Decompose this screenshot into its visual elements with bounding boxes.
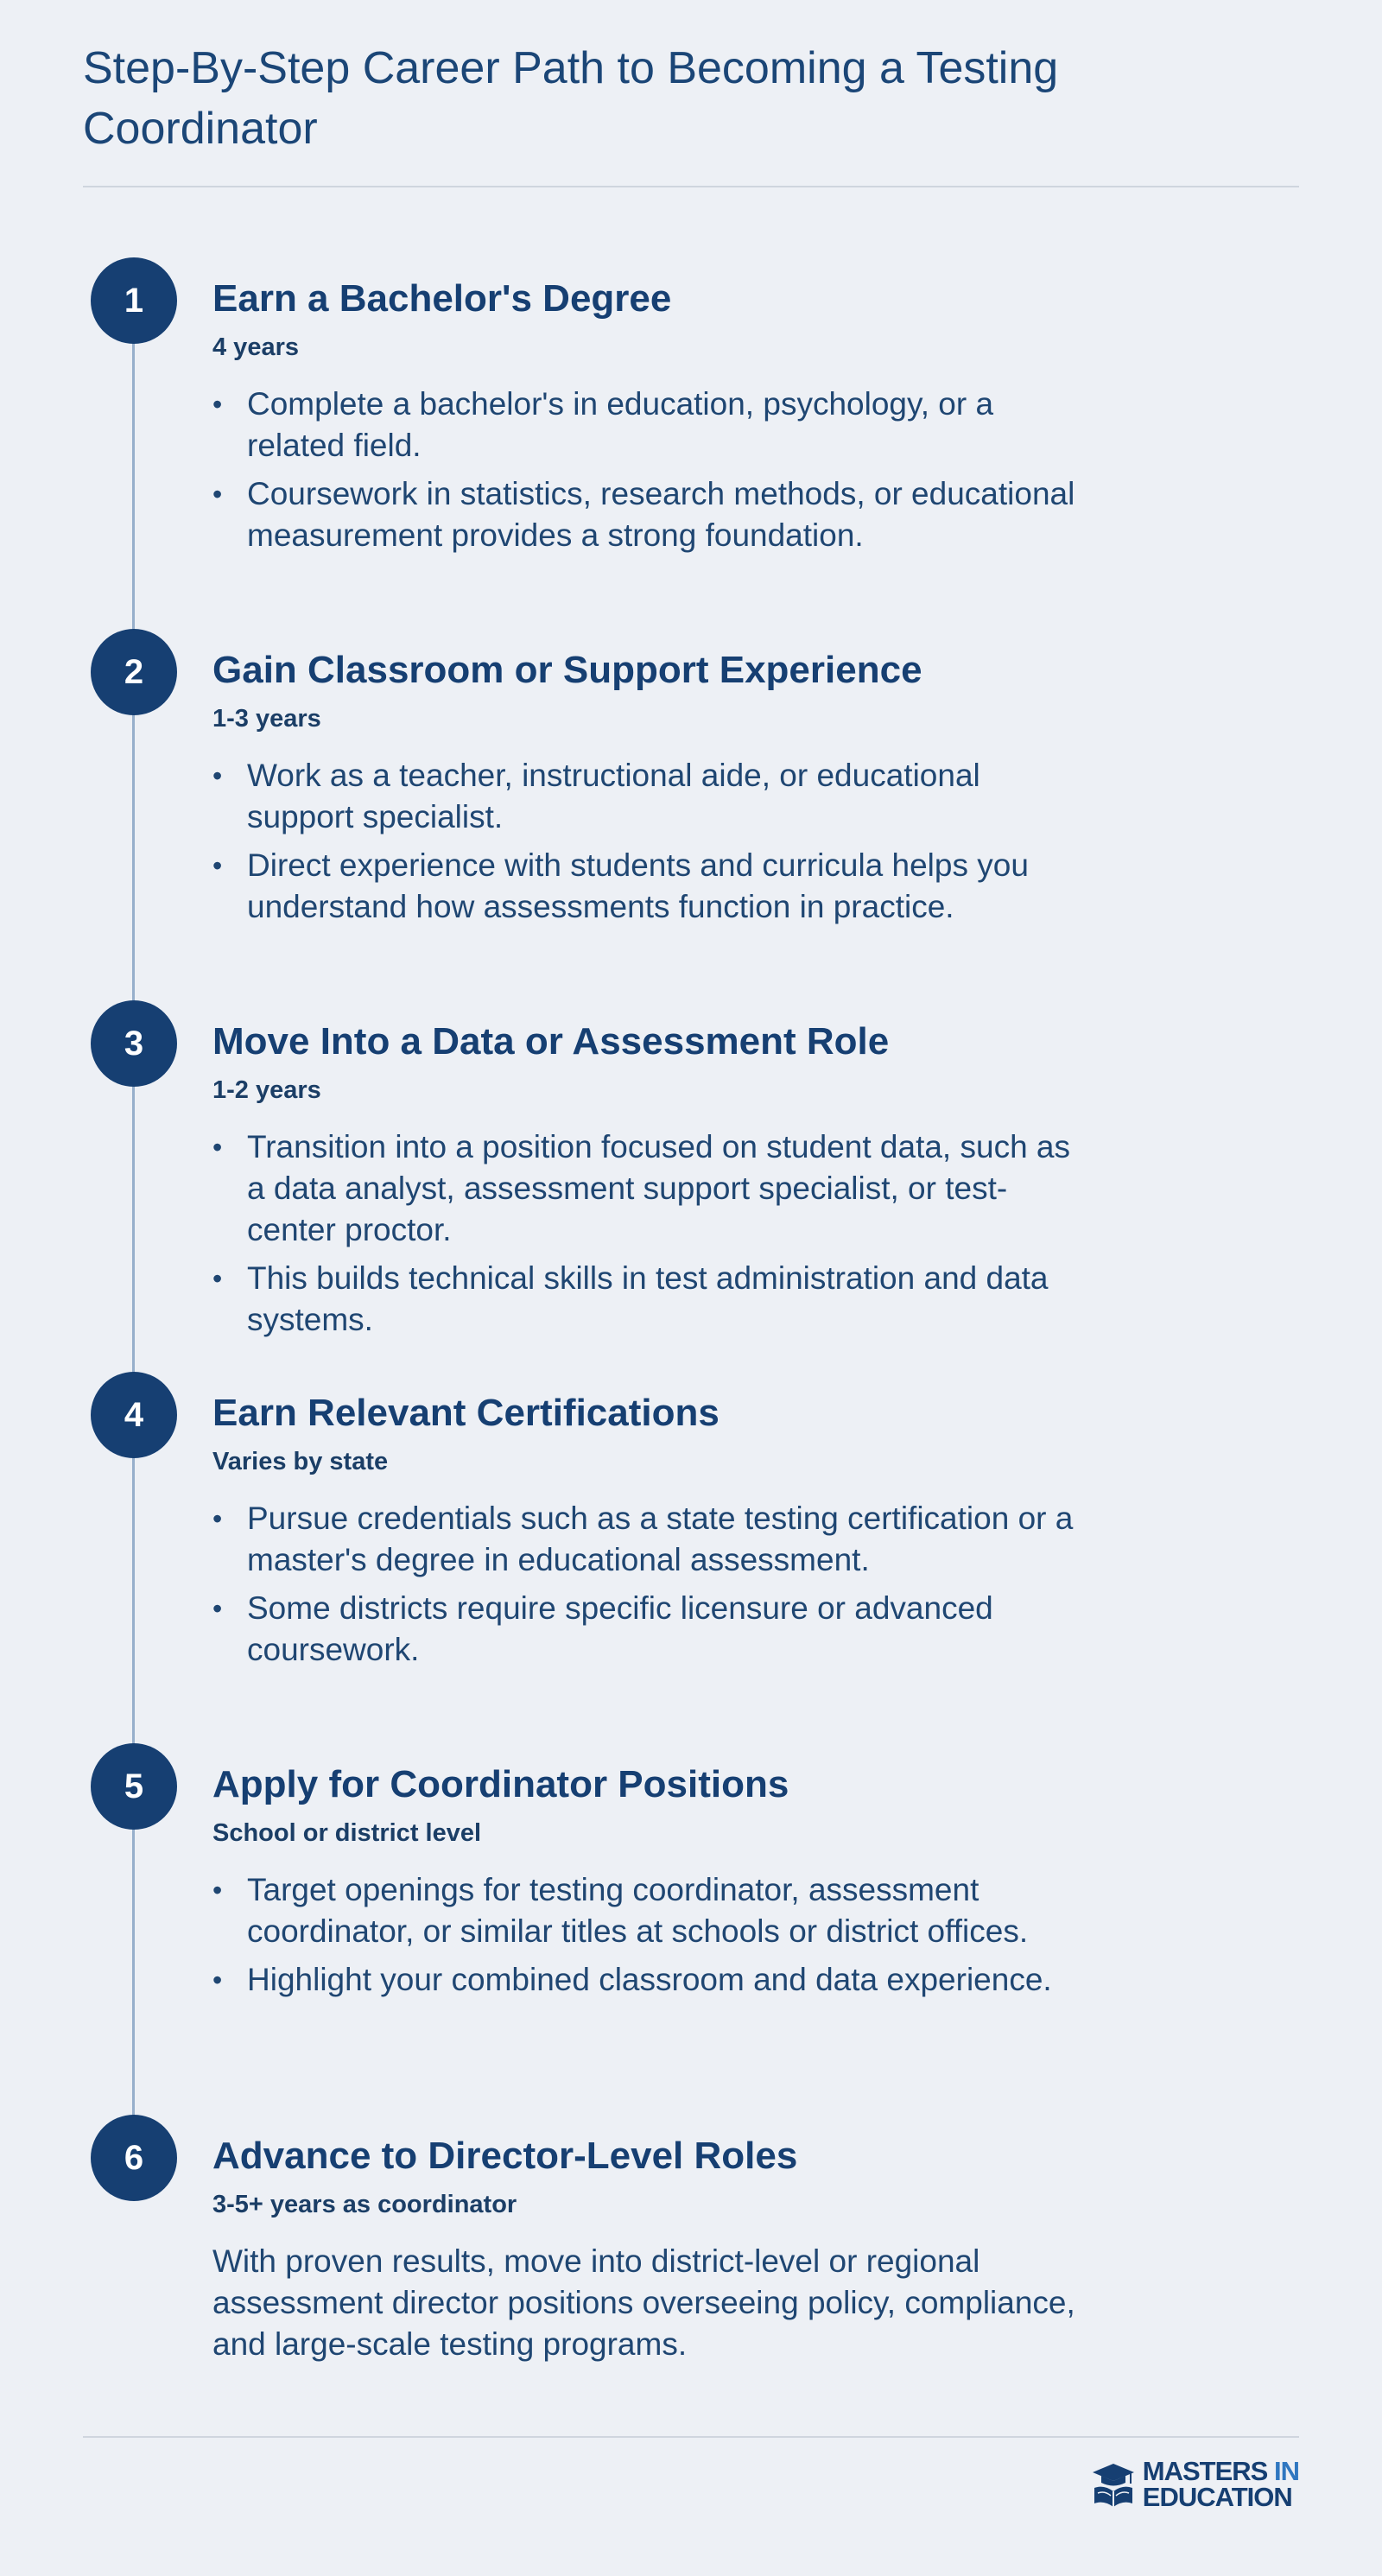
step-bullet-list	[212, 1498, 1094, 1671]
step-number-badge: 3	[91, 1000, 177, 1087]
step-number-badge: 2	[91, 629, 177, 715]
step-content	[212, 1387, 1094, 1678]
step-number-badge: 1	[91, 257, 177, 344]
step-number-badge: 5	[91, 1743, 177, 1830]
step-duration: Varies by state	[212, 1448, 389, 1475]
step-title: Advance to Director-Level Roles	[212, 2135, 798, 2177]
graduation-cap-book-icon	[1091, 2460, 1136, 2509]
step-duration: 1-3 years	[212, 705, 321, 733]
top-divider	[83, 186, 1299, 187]
step-content	[212, 1759, 1094, 2008]
step-number-badge: 6	[91, 2115, 177, 2201]
bullet-item: • Target openings for testing coordinator, assessment coordinator, or similar titles at schools or district offices.	[212, 1869, 1094, 1952]
step-bullet-list	[212, 1869, 1094, 2001]
bullet-item: • Complete a bachelor's in education, psychology, or a related field.	[212, 384, 1094, 466]
logo-masters: MASTERS	[1142, 2456, 1268, 2486]
step-content	[212, 644, 1094, 935]
masters-in-education-logo	[1091, 2456, 1299, 2512]
step-duration: 3-5+ years as coordinator	[212, 2191, 517, 2218]
bottom-divider	[83, 2436, 1299, 2438]
bullet-item: • Pursue credentials such as a state testing certification or a master's degree in educational assessment.	[212, 1498, 1094, 1581]
step-duration: School or district level	[212, 1819, 482, 1847]
step-title: Earn Relevant Certifications	[212, 1392, 720, 1434]
bullet-item: • This builds technical skills in test administration and data systems.	[212, 1258, 1094, 1341]
step-content	[212, 273, 1094, 563]
timeline-line	[132, 302, 135, 2160]
step-paragraph: With proven results, move into district-level or regional assessment director positions overseeing policy, compliance, and large-scale testing programs.	[212, 2243, 1075, 2362]
step-title: Gain Classroom or Support Experience	[212, 649, 922, 691]
step-bullet-list	[212, 755, 1094, 928]
step-number-badge: 4	[91, 1372, 177, 1458]
step-duration: 4 years	[212, 333, 299, 361]
step-bullet-list	[212, 1126, 1094, 1341]
bullet-item: • Transition into a position focused on student data, such as a data analyst, assessment support specialist, or test-center proctor.	[212, 1126, 1094, 1251]
logo-education: EDUCATION	[1142, 2482, 1292, 2512]
logo-wordmark	[1142, 2456, 1299, 2512]
step-content	[212, 1016, 1094, 1348]
step-title: Earn a Bachelor's Degree	[212, 277, 672, 320]
logo-in: IN	[1274, 2456, 1299, 2486]
step-content	[212, 2130, 1094, 2365]
bullet-item: • Coursework in statistics, research methods, or educational measurement provides a strong foundation.	[212, 473, 1094, 556]
step-title: Move Into a Data or Assessment Role	[212, 1020, 890, 1063]
bullet-item: • Highlight your combined classroom and data experience.	[212, 1959, 1094, 2001]
bullet-item: • Work as a teacher, instructional aide, or educational support specialist.	[212, 755, 1094, 838]
step-duration: 1-2 years	[212, 1076, 321, 1104]
step-bullet-list	[212, 384, 1094, 556]
bullet-item: • Direct experience with students and curricula helps you understand how assessments function in practice.	[212, 845, 1094, 928]
step-title: Apply for Coordinator Positions	[212, 1763, 789, 1805]
bullet-item: • Some districts require specific licensure or advanced coursework.	[212, 1588, 1094, 1671]
page-title: Step-By-Step Career Path to Becoming a Testing Coordinator	[83, 43, 1059, 154]
